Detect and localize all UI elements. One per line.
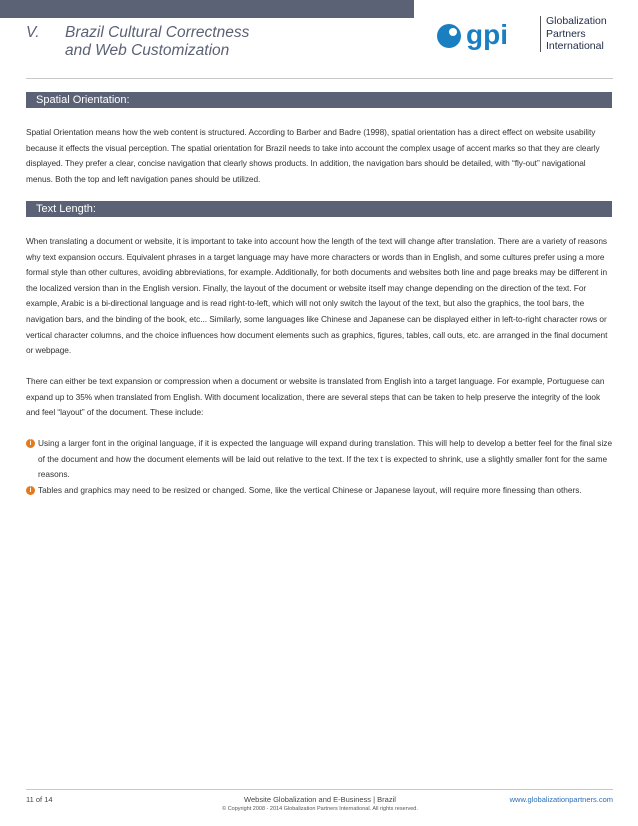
logo-divider [540, 16, 541, 52]
logo-mark-text: gpi [466, 19, 508, 50]
text-length-bullet-list [26, 436, 614, 498]
gpi-logo-icon [436, 18, 536, 52]
footer-divider [26, 789, 613, 790]
footer-copyright: © Copyright 2008 - 2014 Globalization Partners International. All rights reserved. [222, 806, 418, 812]
list-item [26, 436, 614, 483]
bullet-text: Using a larger font in the original language, if it is expected the language will expand during translation. This will help to develop a better feel for the final size of the document and how the document elements will be laid out relative to the text. If the tex t is expected to shrink, use a slightly smaller font for the same reasons. [38, 438, 613, 480]
section-number: V. [26, 24, 40, 41]
footer-document-title: Website Globalization and E-Business | Brazil [244, 795, 396, 804]
page-number: 11 of 14 [26, 795, 53, 804]
list-item [26, 483, 614, 499]
title-line-1: Brazil Cultural Correctness [65, 24, 250, 41]
section-heading-text-length: Text Length: [26, 201, 612, 217]
info-bullet-icon: i [26, 486, 35, 495]
footer-website-link[interactable]: www.globalizationpartners.com [509, 795, 613, 804]
header-bar [0, 0, 414, 18]
info-bullet-icon: i [26, 439, 35, 448]
text-length-paragraph-2: There can either be text expansion or compression when a document or website is translated from English into a target language. For example, Portuguese can expand up to 35% when translated from English. With document localization, there are several steps that can be taken to help preserve the integrity of the look and feel “layout” of the document. These include: [26, 376, 605, 418]
logo-wordmark [546, 15, 607, 53]
logo-word-3: International [546, 40, 604, 52]
header-divider [26, 78, 613, 79]
spatial-orientation-paragraph: Spatial Orientation means how the web content is structured. According to Barber and Badre (1998), spatial orientation has a direct effect on website usability because it effects the visual perception. The spatial orientation for Brazil needs to take into account the complex usage of accent marks so that they are clearly displayed. They prefer a clear, concise navigation that clearly shows products. In addition, the navigation bars should be detailed, with “fly-out” navigational menus. Both the top and left navigation panes should be utilized. [26, 127, 600, 184]
bullet-text: Tables and graphics may need to be resized or changed. Some, like the vertical Chinese or Japanese layout, will require more finessing than others. [38, 484, 582, 495]
logo-word-1: Globalization [546, 15, 607, 27]
title-line-2: and Web Customization [65, 42, 230, 59]
logo-word-2: Partners [546, 27, 586, 40]
gpi-logo [436, 12, 626, 56]
section-heading-spatial-orientation: Spatial Orientation: [26, 92, 612, 108]
text-length-paragraph-1: When translating a document or website, it is important to take into account how the length of the text will change after translation. There are a variety of reasons why text expansion occurs. Equivalent phrases in a target language may have more characters or words than in English, and some cultures prefer using a more formal style than other cultures, avoiding abbreviations, for example. Additionally, for both documents and websites both line and page breaks may be different in the localized version than in the English version. Finally, the layout of the document or website itself may change depending on the direction of the text. For example, Arabic is a bi-directional language and is read right-to-left, which will not only switch the layout of the text, but also the graphics, the tool bars, the navigation bars, and the binding of the book, etc... Similarly, some languages like Chinese and Japanese can be displayed either in left-to-right character rows or vertical character columns, and the choice influences how document elements such as graphics, figures, tables, call outs, etc. are arranged in the final document or webpage. [26, 236, 608, 356]
